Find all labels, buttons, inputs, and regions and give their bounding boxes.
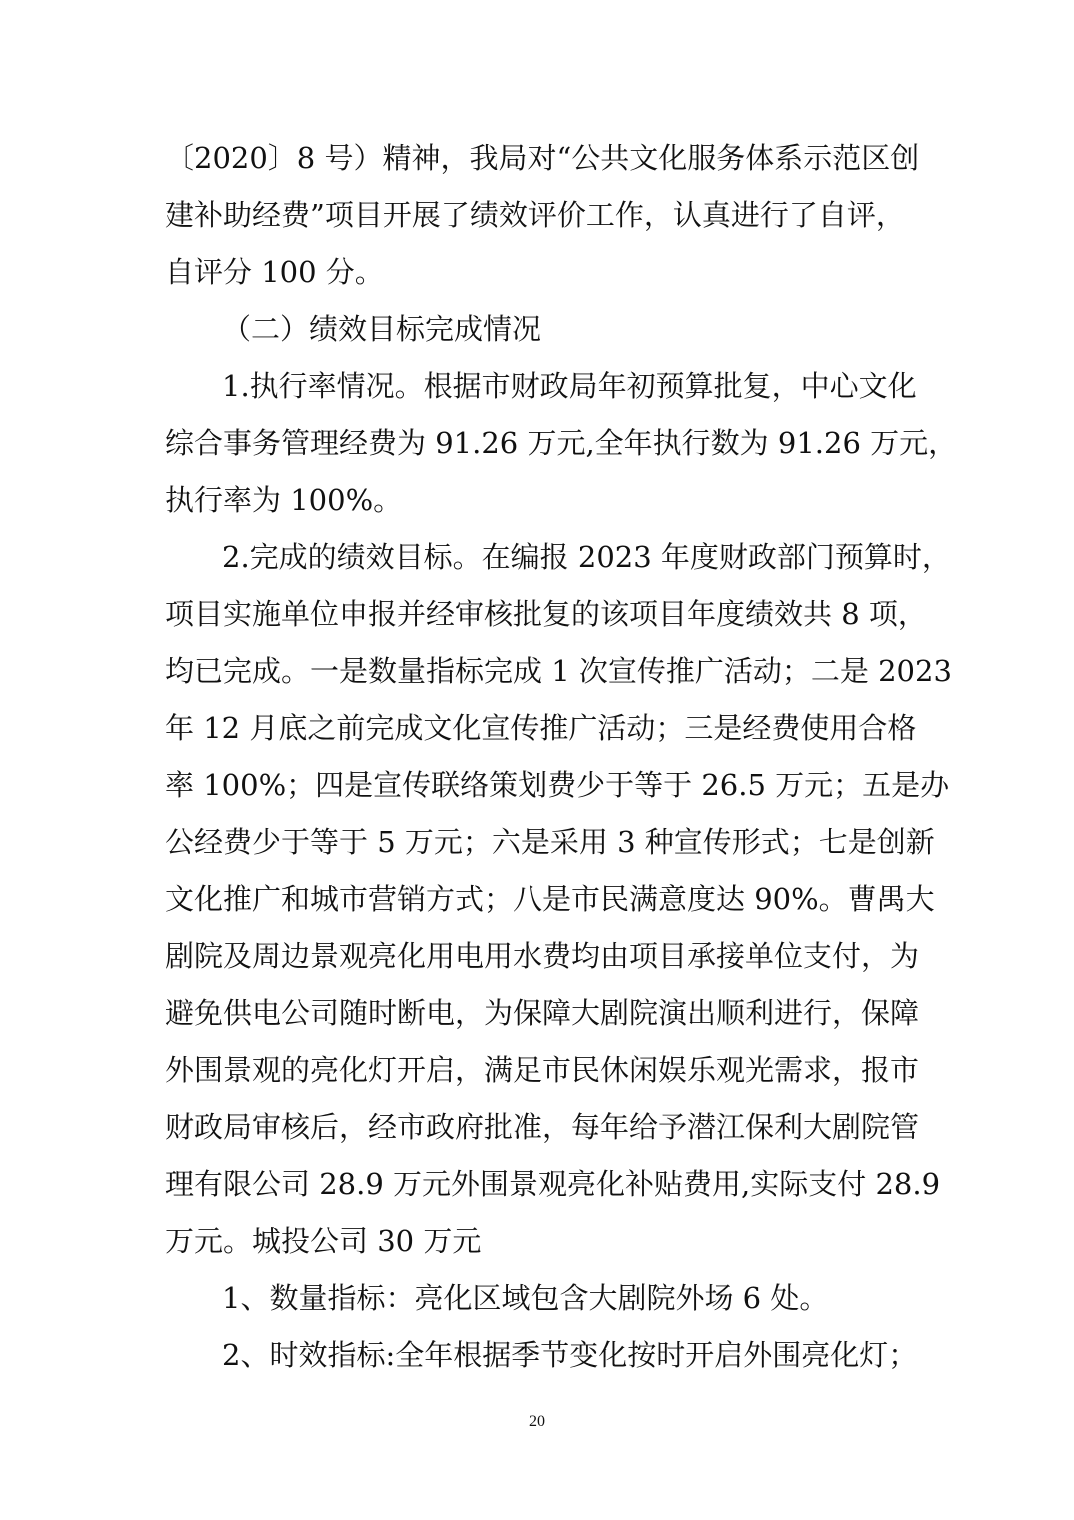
text-line: 万元。城投公司 30 万元	[165, 1224, 482, 1258]
text-line: 2.完成的绩效目标。在编报 2023 年度财政部门预算时，	[222, 540, 951, 574]
text-line: 率 100%；四是宣传联络策划费少于等于 26.5 万元；五是办	[165, 768, 950, 802]
list-item: 2、时效指标:全年根据季节变化按时开启外围亮化灯；	[222, 1338, 918, 1372]
text-line: 外围景观的亮化灯开启，满足市民休闲娱乐观光需求，报市	[165, 1053, 920, 1087]
list-item: 1、数量指标：亮化区域包含大剧院外场 6 处。	[222, 1281, 829, 1315]
text-line: 剧院及周边景观亮化用电用水费均由项目承接单位支付，为	[165, 939, 920, 973]
text-line: 理有限公司 28.9 万元外围景观亮化补贴费用,实际支付 28.9	[165, 1167, 941, 1201]
text-line: 年 12 月底之前完成文化宣传推广活动；三是经费使用合格	[165, 711, 917, 745]
page-number: 20	[529, 1413, 545, 1430]
text-line: 均已完成。一是数量指标完成 1 次宣传推广活动；二是 2023	[165, 654, 952, 688]
text-line: 避免供电公司随时断电，为保障大剧院演出顺利进行，保障	[165, 996, 920, 1030]
text-line: 综合事务管理经费为 91.26 万元,全年执行数为 91.26 万元，	[165, 426, 958, 460]
text-line: 执行率为 100%。	[165, 483, 403, 517]
text-line: 1.执行率情况。根据市财政局年初预算批复，中心文化	[222, 369, 917, 403]
text-line: 公经费少于等于 5 万元；六是采用 3 种宣传形式；七是创新	[165, 825, 935, 859]
text-line: 自评分 100 分。	[165, 255, 384, 289]
text-line: 文化推广和城市营销方式；八是市民满意度达 90%。曹禺大	[165, 882, 935, 916]
text-line: 财政局审核后，经市政府批准，每年给予潜江保利大剧院管	[165, 1110, 920, 1144]
text-line: 建补助经费”项目开展了绩效评价工作，认真进行了自评，	[165, 198, 905, 232]
text-line: 项目实施单位申报并经审核批复的该项目年度绩效共 8 项，	[165, 597, 927, 631]
text-line: 〔2020〕8 号）精神，我局对“公共文化服务体系示范区创	[165, 141, 920, 175]
section-heading: （二）绩效目标完成情况	[222, 312, 542, 346]
